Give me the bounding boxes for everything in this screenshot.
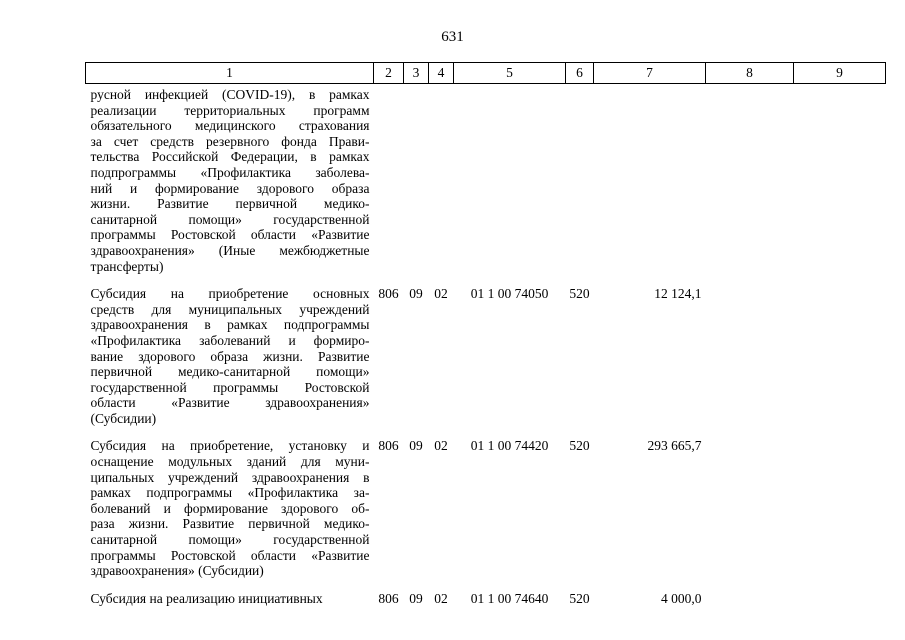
cell-c4: 02 [434, 590, 448, 606]
description-line: здравоохранения» (Субсидии) [90, 563, 264, 579]
cell-c2 [374, 84, 404, 275]
cell-c3 [404, 84, 429, 275]
description-line: Субсидия на приобретение основных [90, 286, 370, 302]
description-line: жизни. Развитие первичной медико- [90, 196, 370, 212]
row-description [86, 274, 374, 426]
table-row [86, 84, 886, 275]
cell-c9 [794, 84, 886, 275]
table-header-row [86, 63, 886, 84]
description-line: ний и формирование здорового образа [90, 180, 370, 196]
cell-c7: 12 124,1 [654, 286, 702, 302]
cell-c3: 09 [409, 438, 423, 454]
description-line: санитарной помощи» государственной [90, 532, 370, 548]
col-header-8: 8 [706, 63, 794, 84]
budget-table [85, 62, 886, 606]
cell-c6 [566, 84, 594, 275]
col-header-3: 3 [404, 63, 429, 84]
cell-c4: 02 [434, 286, 448, 302]
description-line: программы Ростовской области «Развитие [90, 227, 370, 243]
cell-c8 [706, 579, 794, 607]
table-row [86, 426, 886, 578]
description-line: болеваний и формирование здорового об- [90, 500, 370, 516]
description-line: ципальных учреждений здравоохранения в [90, 469, 370, 485]
page-number: 631 [441, 29, 464, 45]
col-header-6: 6 [566, 63, 594, 84]
description-line: государственной программы Ростовской [90, 379, 370, 395]
description-line: области «Развитие здравоохранения» [90, 395, 370, 411]
cell-c7: 293 665,7 [647, 438, 702, 454]
row-description [86, 579, 374, 607]
col-header-1: 1 [86, 63, 374, 84]
cell-c8 [706, 274, 794, 426]
description-line: обязательного медицинского страхования [90, 118, 370, 134]
table-body [86, 84, 886, 607]
cell-c5: 01 1 00 74640 [470, 590, 549, 606]
description-line: за счет средств резервного фонда Прави- [90, 133, 370, 149]
description-line: подпрограммы «Профилактика заболева- [90, 164, 370, 180]
cell-c8 [706, 426, 794, 578]
description-line: (Субсидии) [90, 410, 157, 426]
description-line: первичной медико-санитарной помощи» [90, 364, 370, 380]
description-line: трансферты) [90, 258, 164, 274]
cell-c6: 520 [569, 590, 590, 606]
cell-c2: 806 [378, 286, 399, 302]
cell-c7: 4 000,0 [661, 590, 702, 606]
description-line: оснащение модульных зданий для муни- [90, 454, 370, 470]
description-line: здравоохранения» (Иные межбюджетные [90, 242, 370, 258]
cell-c5: 01 1 00 74050 [470, 286, 549, 302]
cell-c6: 520 [569, 438, 590, 454]
description-line: средств для муниципальных учреждений [90, 301, 370, 317]
table-row [86, 274, 886, 426]
col-header-5: 5 [454, 63, 566, 84]
description-line: Субсидия на реализацию инициативных [90, 590, 323, 606]
description-line: программы Ростовской области «Развитие [90, 547, 370, 563]
description-line: русной инфекцией (COVID-19), в рамках [90, 87, 370, 102]
cell-c9 [794, 579, 886, 607]
table-row [86, 579, 886, 607]
row-description [86, 84, 374, 275]
description-line: Субсидия на приобретение, установку и [90, 438, 370, 454]
cell-c9 [794, 274, 886, 426]
cell-c9 [794, 426, 886, 578]
col-header-4: 4 [429, 63, 454, 84]
cell-c3: 09 [409, 286, 423, 302]
col-header-9: 9 [794, 63, 886, 84]
description-line: раза жизни. Развитие первичной медико- [90, 516, 370, 532]
description-line: здравоохранения в рамках подпрограммы [90, 317, 370, 333]
cell-c6: 520 [569, 286, 590, 302]
col-header-2: 2 [374, 63, 404, 84]
description-line: рамках подпрограммы «Профилактика за- [90, 485, 370, 501]
cell-c7 [594, 84, 706, 275]
description-line: «Профилактика заболеваний и формиро- [90, 332, 370, 348]
cell-c2: 806 [378, 438, 399, 454]
cell-c8 [706, 84, 794, 275]
cell-c4 [429, 84, 454, 275]
cell-c5: 01 1 00 74420 [470, 438, 549, 454]
col-header-7: 7 [594, 63, 706, 84]
cell-c2: 806 [378, 590, 399, 606]
cell-c4: 02 [434, 438, 448, 454]
row-description [86, 426, 374, 578]
cell-c5 [454, 84, 566, 275]
description-line: тельства Российской Федерации, в рамках [90, 149, 370, 165]
description-line: вание здорового образа жизни. Развитие [90, 348, 370, 364]
cell-c3: 09 [409, 590, 423, 606]
description-line: реализации территориальных программ [90, 102, 370, 118]
description-line: санитарной помощи» государственной [90, 211, 370, 227]
